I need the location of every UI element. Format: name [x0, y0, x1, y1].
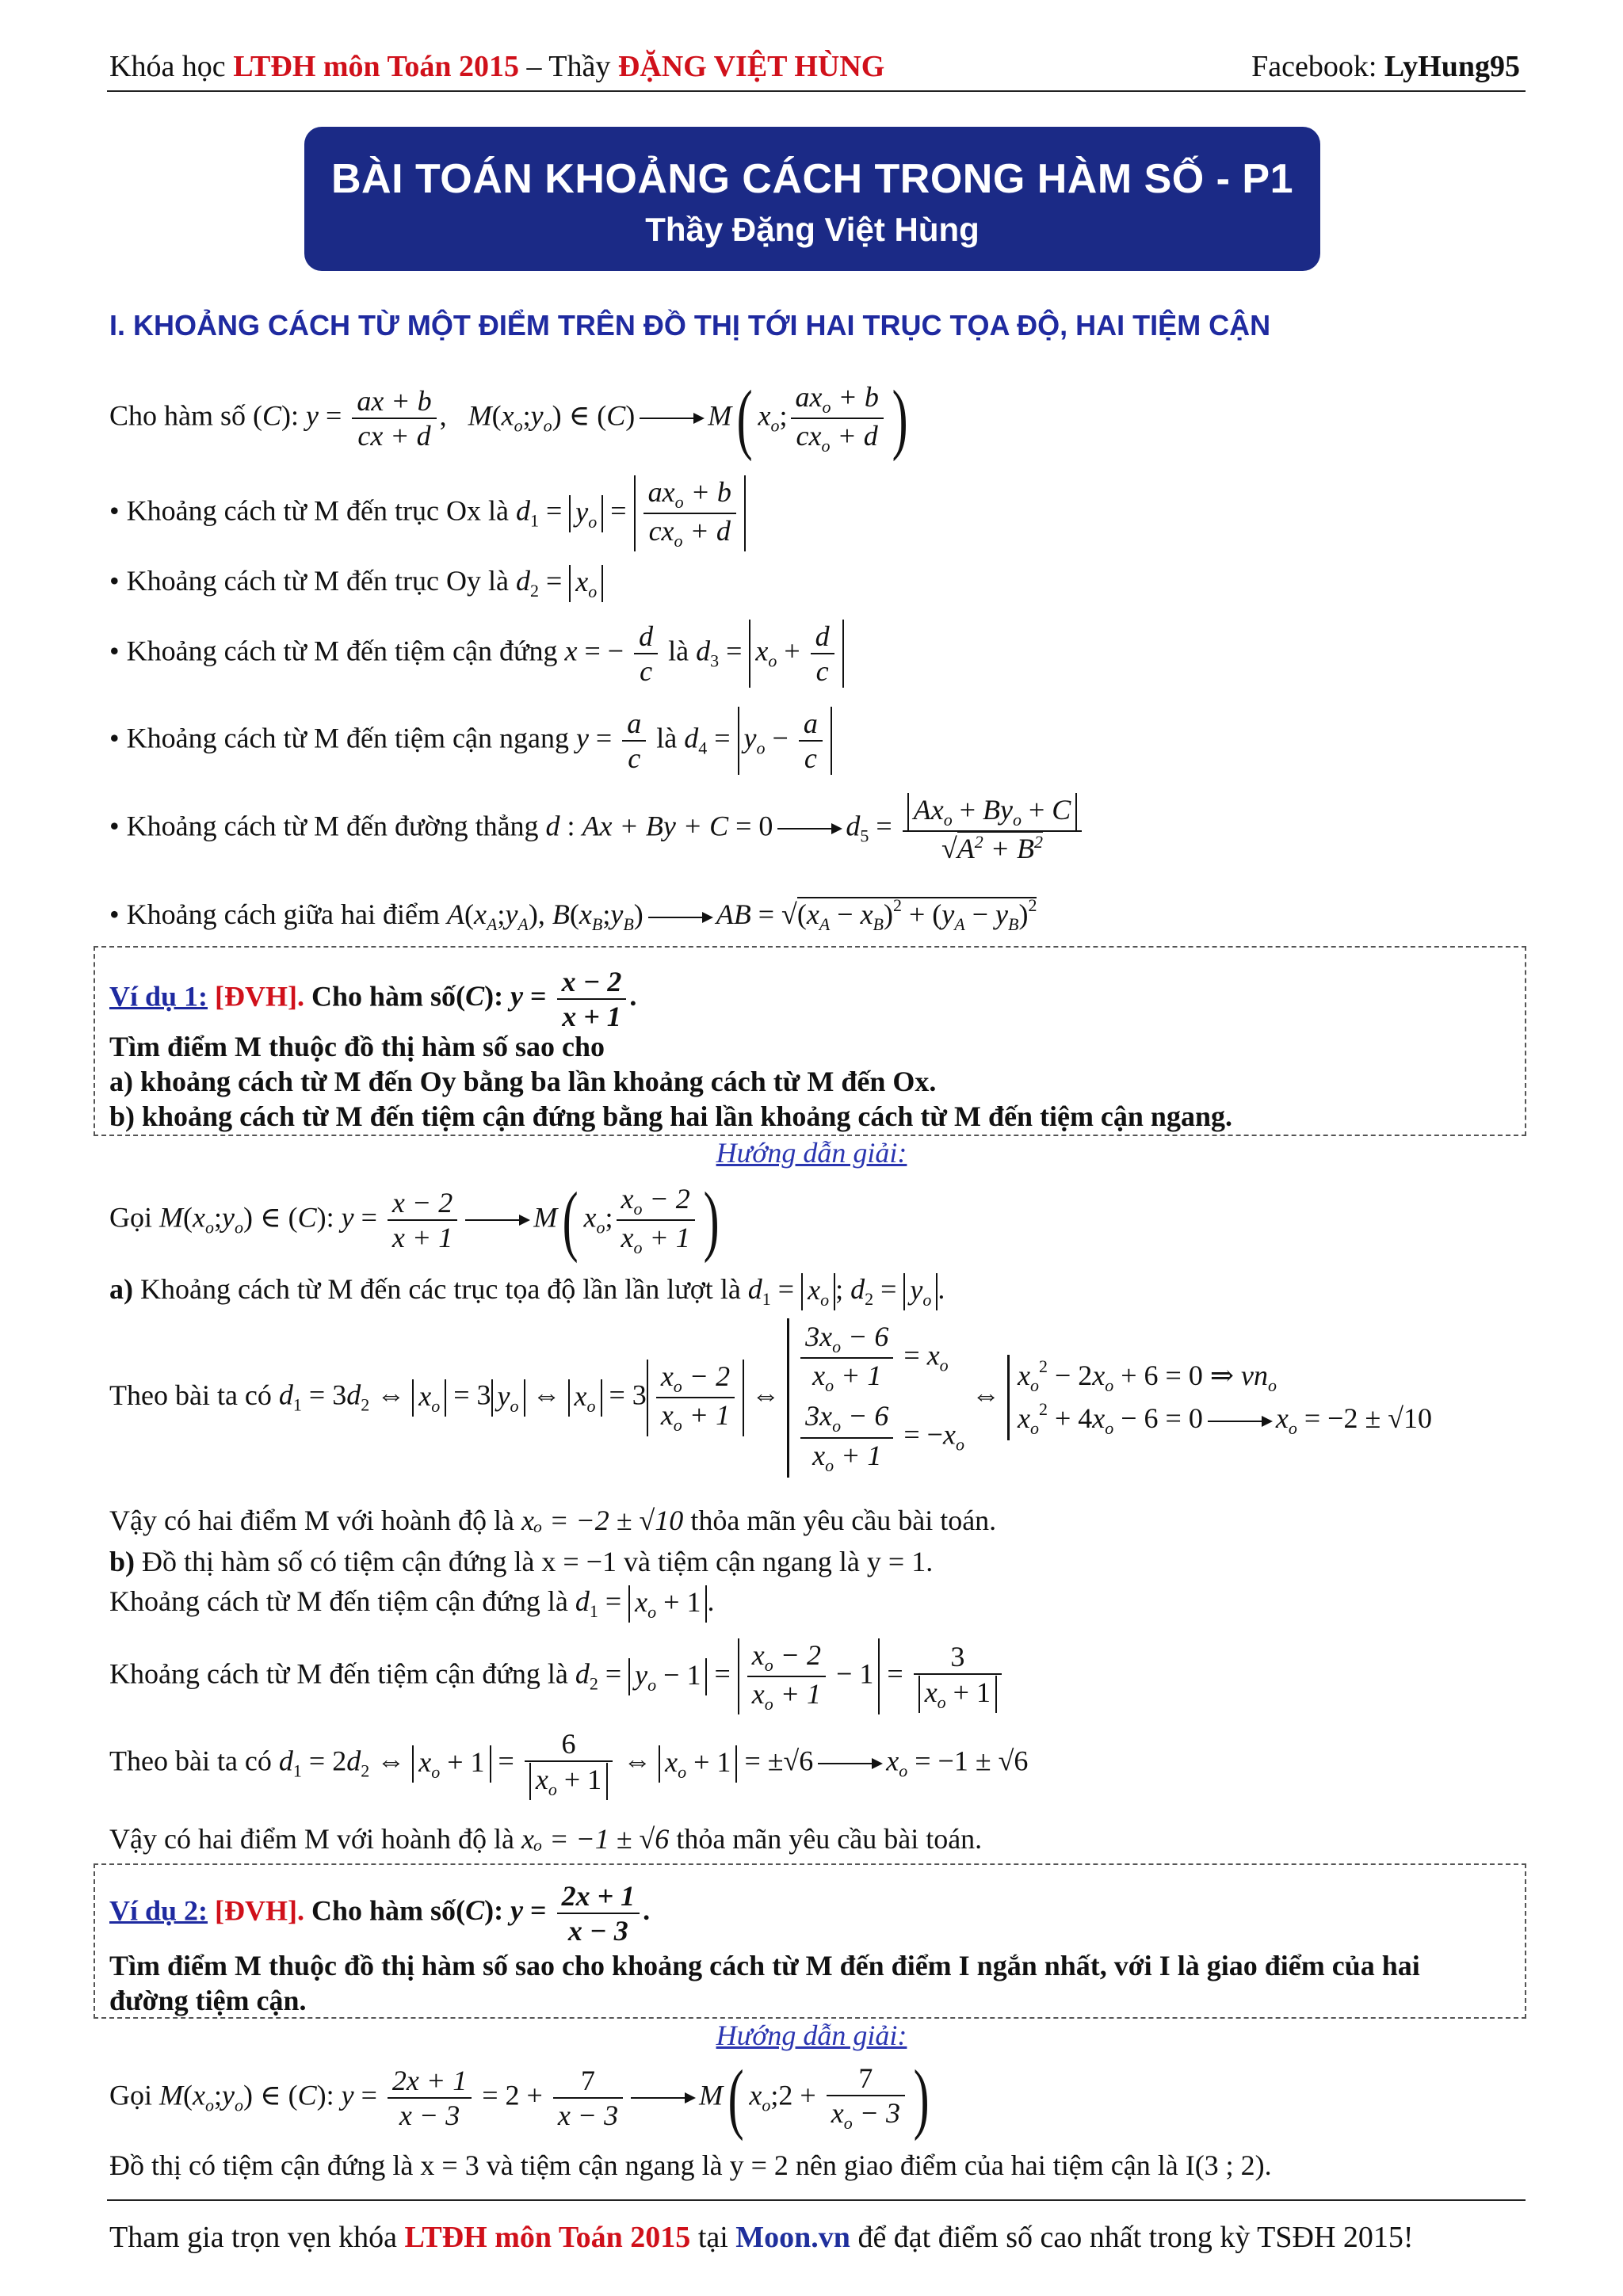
sol2-setup: Gọi $M(x_o;y_o)$ ∈ (C): y = $\frac{2x + 1}{x - 3}$ = 2 + $\frac{7}{x - 3}$ M( $x_o;2$ + $\frac{7}{x_o - 3}$ )	[109, 2054, 930, 2142]
sol2-goi: Gọi	[109, 2079, 152, 2111]
sol1-b-d2-text: Khoảng cách từ M đến tiệm cận đứng là	[109, 1657, 568, 1690]
example-2-tag: [ĐVH].	[215, 1894, 305, 1927]
section-heading: I. KHOẢNG CÁCH TỪ MỘT ĐIỂM TRÊN ĐỒ THỊ TỚI HAI TRỤC TỌA ĐỘ, HAI TIỆM CẬN	[109, 309, 1271, 341]
example-2-intro: Cho hàm số	[311, 1894, 456, 1927]
bullet-two-points-text: • Khoảng cách giữa hai điểm	[109, 898, 440, 930]
sol1-a-text: Khoảng cách từ M đến các trục tọa độ lần lần lượt là	[140, 1273, 741, 1305]
example-2-task-line-1: Tìm điểm M thuộc đồ thị hàm số sao cho khoảng cách từ M đến điểm I ngắn nhất, với I là giao điểm của hai	[109, 1950, 1420, 1981]
sol2-asymptotes: Đồ thị có tiệm cận đứng là x = 3 và tiệm cận ngang là y = 2 nên giao điểm của hai tiệm cận là I(3 ; 2).	[109, 2149, 1272, 2181]
page-header	[109, 49, 1520, 84]
example-1-part-a: a) khoảng cách từ M đến Oy bằng ba lần khoảng cách từ M đến Ox.	[109, 1066, 937, 1097]
example-1-heading: Ví dụ 1: [ĐVH]. Cho hàm số(C): y = $\frac{x - 2}{x + 1}$ .	[109, 966, 637, 1032]
sol1-equation: Theo bài ta có $d_1 = 3d_2$ ⇔ $x_o = 3$ $y_o$ ⇔ $x_o = 3$ $\frac{x_o - 2}{x_o + 1}$ ⇔ $\frac{3x_o - 6}{x_o + 1}$ = $x_o$ $\frac{3x_o - 6}{x_o + 1}$ = $-x_o$ ⇔ $x_o^2 - 2x_o + 6 = 0$ ⇒ $vn_o$ $x_o^2 + 4x_o - 6 = 0$ $x_o = -2 \pm √10$	[109, 1318, 1432, 1478]
bullet-va-text: • Khoảng cách từ M đến tiệm cận đứng	[109, 635, 558, 667]
header-prefix: Khóa học	[109, 50, 234, 83]
example-2-task-line-2: đường tiệm cận.	[109, 1985, 307, 2016]
bullet-ha-text: • Khoảng cách từ M đến tiệm cận ngang	[109, 722, 569, 754]
header-course: LTĐH môn Toán 2015	[233, 50, 519, 83]
sol1-conclusion-b-pre: Vậy có hai điểm M với hoành độ là	[109, 1823, 514, 1855]
footer-rule	[107, 2199, 1526, 2201]
bullet-ox: • Khoảng cách từ M đến trục Ox là $d_1 = y_o$ = $\frac{ax_o + b}{cx_o + d}$	[109, 475, 746, 551]
header-rule	[107, 90, 1526, 92]
example-1-tag: [ĐVH].	[215, 980, 305, 1013]
page-title: BÀI TOÁN KHOẢNG CÁCH TRONG HÀM SỐ - P1	[330, 156, 1294, 202]
la-word: là	[668, 635, 689, 667]
example-2-label: Ví dụ 2:	[109, 1894, 208, 1927]
la-word: là	[656, 722, 678, 754]
example-1-label: Ví dụ 1:	[109, 980, 208, 1013]
sol1-b-d2: Khoảng cách từ M đến tiệm cận đứng là $d_2 = y_o - 1$ = $\frac{x_o - 2}{x_o + 1}$ − 1 = $\frac{3}{x_o + 1}$	[109, 1638, 1005, 1714]
bullet-line-text: • Khoảng cách từ M đến đường thẳng	[109, 810, 539, 842]
sol1-b-line	[109, 1545, 933, 1578]
footer-mid: tại	[690, 2221, 736, 2254]
sol1-a-line: a) Khoảng cách từ M đến các trục tọa độ lần lần lượt là $d_1 = x_o$ ; $d_2 = y_o$ .	[109, 1273, 945, 1310]
header-teacher: ĐẶNG VIỆT HÙNG	[617, 50, 885, 83]
sol1-conclusion-b	[109, 1822, 982, 1855]
sol1-conclusion-a-pre: Vậy có hai điểm M với hoành độ là	[109, 1505, 514, 1536]
sol1-b-equation: Theo bài ta có $d_1 = 2d_2$ ⇔ $x_o + 1$ = $\frac{6}{x_o + 1}$ ⇔ $x_o + 1 = \pm√6$ $x_o = -1 \pm √6$	[109, 1728, 1029, 1800]
guide-heading-1: Hướng dẫn giải:	[716, 1137, 907, 1169]
title-box	[304, 127, 1320, 271]
footer-prefix: Tham gia trọn vẹn khóa	[109, 2221, 405, 2254]
sol1-conclusion-a-post: thỏa mãn yêu cầu bài toán.	[690, 1505, 997, 1536]
bullet-oy-text: • Khoảng cách từ M đến trục Oy là	[109, 565, 509, 597]
sol1-conclusion-b-post: thỏa mãn yêu cầu bài toán.	[676, 1823, 983, 1855]
bullet-ox-text: • Khoảng cách từ M đến trục Ox là	[109, 494, 509, 527]
intro-text: Cho hàm số	[109, 399, 246, 432]
sol1-conclusion-a	[109, 1504, 996, 1537]
facebook-handle: LyHung95	[1384, 50, 1520, 83]
bullet-oy: • Khoảng cách từ M đến trục Oy là $d_2 = x_o$	[109, 564, 603, 602]
footer-course: LTĐH môn Toán 2015	[404, 2221, 691, 2254]
footer-suffix: để đạt điểm số cao nhất trong kỳ TSĐH 2015!	[850, 2221, 1414, 2254]
header-facebook	[1251, 49, 1520, 84]
guide-heading-2: Hướng dẫn giải:	[716, 2019, 907, 2051]
sol1-conclusion-b-value: xₒ = −1 ± √6	[521, 1823, 670, 1855]
header-mid: – Thầy	[518, 50, 618, 83]
page-subtitle: Thầy Đặng Việt Hùng	[645, 211, 980, 248]
sol1-b-theo: Theo bài ta có	[109, 1745, 272, 1777]
bullet-two-points: • Khoảng cách giữa hai điểm $A(x_A;y_A)$, $B(x_B;y_B)$ AB = $√(x_A - x_B)^2 + (y_A - y_B)^2$	[109, 895, 1037, 934]
bullet-horizontal-asymptote: • Khoảng cách từ M đến tiệm cận ngang y = $\frac{a}{c}$ là $d_4 = y_o$ − $\frac{a}{c}$	[109, 707, 832, 775]
facebook-label: Facebook:	[1251, 50, 1384, 83]
bullet-line: • Khoảng cách từ M đến đường thẳng d : Ax + By + C = 0 $d_5$ = $\frac{Ax_o + By_o + C}{√A^2 + B^2}$	[109, 792, 1085, 865]
intro-line: Cho hàm số (C): y = $\frac{ax + b}{cx + d}$ , $M(x_o;y_o)$ ∈ (C) M( $x_o$; $\frac{ax_o + b}{cx_o + d}$ )	[109, 374, 908, 462]
sol1-b-d1-text: Khoảng cách từ M đến tiệm cận đứng là	[109, 1585, 568, 1617]
sol1-b-label: b)	[109, 1546, 136, 1577]
bullet-vertical-asymptote: • Khoảng cách từ M đến tiệm cận đứng x = − $\frac{d}{c}$ là $d_3 = x_o$ + $\frac{d}{c}$	[109, 620, 844, 688]
example-1-part-b: b) khoảng cách từ M đến tiệm cận đứng bằng hai lần khoảng cách từ M đến tiệm cận ngang.	[109, 1100, 1232, 1132]
example-2-heading: Ví dụ 2: [ĐVH]. Cho hàm số(C): y = $\frac{2x + 1}{x - 3}$ .	[109, 1880, 651, 1947]
sol1-a-label: a)	[109, 1273, 133, 1305]
sol1-setup: Gọi $M(x_o;y_o)$ ∈ (C): y = $\frac{x - 2}{x + 1}$ M( $x_o$; $\frac{x_o - 2}{x_o + 1}$ )	[109, 1176, 720, 1264]
sol1-theo: Theo bài ta có	[109, 1379, 272, 1411]
example-1-task: Tìm điểm M thuộc đồ thị hàm số sao cho	[109, 1031, 605, 1062]
example-1-intro: Cho hàm số	[311, 980, 456, 1013]
sol1-goi: Gọi	[109, 1201, 152, 1234]
footer-site-link[interactable]: Moon.vn	[735, 2221, 850, 2254]
sol1-b-d1: Khoảng cách từ M đến tiệm cận đứng là $d_1 = x_o + 1$ .	[109, 1585, 715, 1623]
sol1-b-text: Đồ thị hàm số có tiệm cận đứng là x = −1 và tiệm cận ngang là y = 1.	[142, 1546, 934, 1577]
sol1-conclusion-a-value: xₒ = −2 ± √10	[521, 1505, 684, 1536]
page-footer	[109, 2220, 1414, 2255]
